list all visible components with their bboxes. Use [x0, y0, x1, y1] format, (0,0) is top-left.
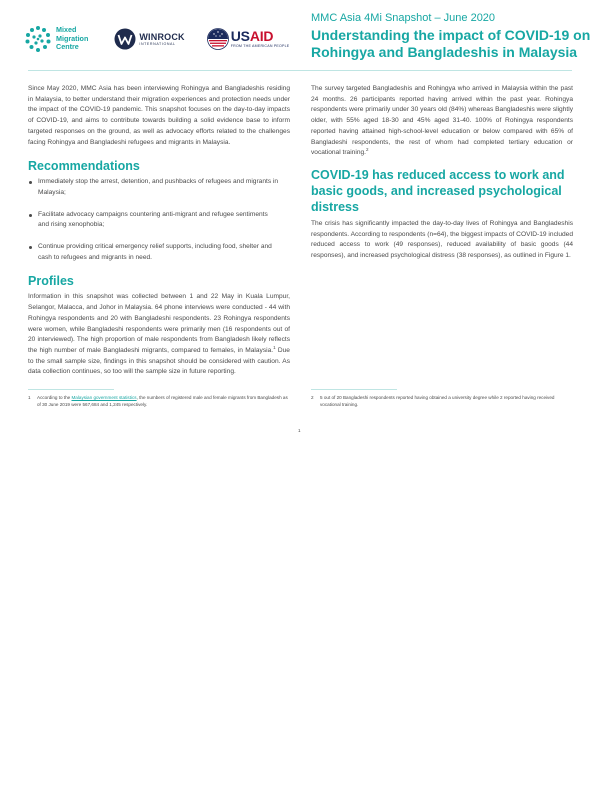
covid-impact-heading: COVID-19 has reduced access to work and basic goods, and increased psychological distress	[311, 167, 565, 214]
recommendations-list	[28, 177, 290, 263]
usaid-name-us: US	[230, 28, 250, 44]
footnote-1-number: 1	[28, 395, 31, 400]
recommendation-item: Continue providing critical emergency relief supports, including food, shelter and cash to refugees and migrants in need.	[28, 242, 290, 263]
mmc-wordmark	[56, 26, 88, 52]
right-column	[311, 84, 573, 262]
mmc-line-3: Centre	[56, 42, 79, 52]
mmc-line-2: Migration	[56, 33, 89, 43]
winrock-sub: INTERNATIONAL	[139, 41, 176, 46]
winrock-logo[interactable]	[114, 28, 184, 50]
header-divider	[28, 70, 572, 71]
usaid-seal-icon	[207, 28, 229, 50]
usaid-name-aid: AID	[249, 28, 274, 44]
partner-logos	[24, 20, 289, 58]
profiles-text: Information in this snapshot was collected between 1 and 22 May in Kuala Lumpur, Selangor, Malacca, and Johor in Malaysia. 64 phone interviews were conducted - 44 with Rohingya respondents and 20 with Bangladeshi respondents. 23 Rohingya respondents were women, while Bangladeshi respondents were primarily men (16 respondents out of 20 interviewed). The high proportion of male respondents from Bangladesh likely reflects the high number of male Bangladeshi migrants, compared to females, in Malaysia.	[28, 293, 290, 354]
footnote-ref-2[interactable]: 2	[365, 147, 369, 153]
snapshot-label: MMC Asia 4Mi Snapshot – June 2020	[311, 12, 496, 24]
mmc-logo[interactable]	[24, 25, 88, 53]
footnote-1-body	[28, 395, 290, 409]
footnote-2	[311, 395, 573, 409]
footnote-1-text-pre: According to the	[37, 395, 72, 400]
footnote-2-number: 2	[311, 395, 314, 400]
survey-paragraph	[311, 84, 573, 159]
winrock-name: WINROCK	[139, 31, 185, 42]
left-column	[28, 84, 290, 378]
mmc-globe-icon	[24, 25, 52, 53]
page-header	[0, 0, 600, 70]
winrock-emblem-icon	[114, 28, 136, 50]
covid-impact-paragraph: The crisis has significantly impacted the day-to-day lives of Rohingya and Bangladeshis respondents. According to respondents (n=64), the biggest impacts of COVID-19 included reduced access to work (49 responses), reduced availability of basic goods (44 responses), and increased psychological distress (38 responses), as outlined in Figure 1.	[311, 219, 573, 260]
usaid-logo[interactable]	[207, 28, 290, 50]
profiles-heading: Profiles	[28, 274, 74, 289]
page-title: Understanding the impact of COVID-19 on Rohingya and Bangladeshis in Malaysia	[311, 27, 591, 60]
intro-paragraph: Since May 2020, MMC Asia has been interviewing Rohingya and Bangladeshis residing in Malaysia, to better understand their migration experiences and protection needs under the impact of the COVID-19 pandemic. This snapshot focuses on the day-to-day impacts of COVID-19, and aims to contribute towards building a solid evidence base to inform targeted responses on the ground, as well as advocacy efforts related to the challenges facing Rohingya and Bangladeshi refugees and migrants in Malaysia.	[28, 85, 290, 146]
footnote-1-text-post: , the numbers of registered male and female migrants from Bangladesh as of 30 June 2019 were 567,684 and 1,245 respectively.	[37, 395, 288, 407]
footnote-divider-right	[311, 389, 397, 390]
usaid-tagline: FROM THE AMERICAN PEOPLE	[230, 44, 290, 48]
malaysian-statistics-link[interactable]: Malaysian government statistics	[71, 395, 137, 400]
page-number: 1	[298, 428, 301, 433]
mmc-line-1: Mixed	[56, 25, 77, 35]
usaid-wordmark	[231, 29, 290, 49]
profiles-paragraph	[28, 292, 290, 378]
usaid-name	[231, 29, 290, 44]
recommendation-item: Immediately stop the arrest, detention, and pushbacks of refugees and migrants in Malaysia;	[28, 177, 290, 198]
footnote-ref-1[interactable]: 1	[273, 344, 276, 350]
recommendation-item: Facilitate advocacy campaigns countering anti-migrant and refugee sentiments and rising xenophobia;	[28, 210, 290, 231]
profiles-text-continued: Due to the small sample size, findings in this snapshot should be considered with caution. As data collection continues, so too will the sample size in future reporting.	[28, 346, 290, 376]
winrock-wordmark	[139, 32, 184, 47]
footnote-divider-left	[28, 389, 114, 390]
footnote-1	[28, 395, 290, 409]
footnote-2-text: 5 out of 20 Bangladeshi respondents reported having obtained a university degree while 2 reported having received vocational training.	[320, 395, 555, 407]
survey-text: The survey targeted Bangladeshis and Rohingya who arrived in Malaysia within the past 24 months. 26 participants reported having arrived within the past year. Rohingya respondents were primarily under 30 years old (84%) whereas Bangladeshis were slightly older, with 55% aged 18-30 and 45% aged 31-40. 100% of Rohingya respondents reported having attained high-school-level education or below compared with 65% of Bangladeshi respondents, the rest of whom had completed tertiary education or vocational training.	[311, 85, 573, 157]
recommendations-heading: Recommendations	[28, 159, 140, 174]
